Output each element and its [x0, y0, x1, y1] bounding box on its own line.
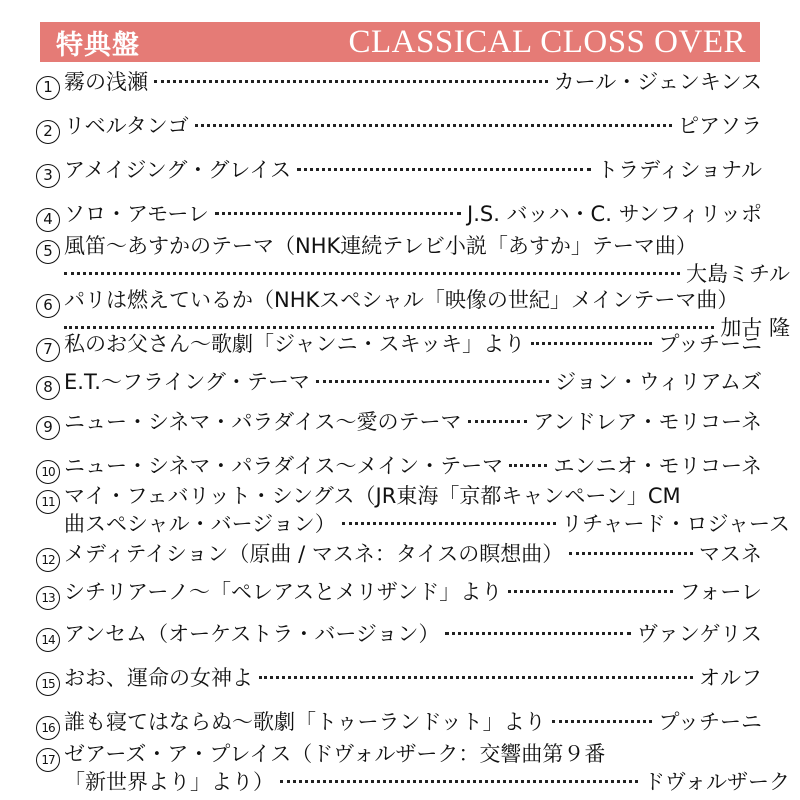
track-number: 17	[36, 748, 60, 772]
track-artist: ピアソラ	[678, 114, 762, 138]
track-number: 5	[36, 240, 60, 264]
track-title-continued: 曲スペシャル・バージョン）	[64, 512, 336, 536]
track-title: ニュー・シネマ・パラダイス～愛のテーマ	[64, 410, 462, 434]
dot-leader	[297, 165, 591, 171]
dot-leader	[259, 673, 693, 679]
dot-leader	[280, 777, 638, 783]
dot-leader	[569, 549, 693, 555]
track-number: 6	[36, 294, 60, 318]
track-item	[36, 366, 762, 398]
track-artist: 大島ミチル	[686, 262, 790, 286]
track-number: 1	[36, 76, 60, 100]
track-artist: ジョン・ウィリアムズ	[555, 370, 762, 394]
track-title: 私のお父さん～歌劇「ジャンニ・スキッキ」より	[64, 332, 526, 356]
track-title: パリは燃えているか（NHKスペシャル「映像の世紀」メインテーマ曲）	[64, 288, 739, 312]
track-title: ソロ・アモーレ	[64, 202, 209, 226]
track-number: 10	[36, 460, 60, 484]
track-title: リベルタンゴ	[64, 114, 189, 138]
track-item	[36, 66, 762, 98]
track-item	[36, 450, 762, 482]
track-artist: 加古 隆	[720, 316, 790, 340]
track-item	[36, 198, 762, 230]
track-item	[36, 328, 762, 360]
track-title: おお、運命の女神よ	[64, 666, 253, 690]
header-label-en: CLASSICAL CLOSS OVER	[348, 23, 746, 60]
track-artist: オルフ	[699, 666, 762, 690]
track-title: ニュー・シネマ・パラダイス～メイン・テーマ	[64, 454, 504, 478]
track-title: 霧の浅瀬	[64, 70, 148, 94]
dot-leader	[509, 461, 547, 467]
dot-leader	[552, 717, 653, 723]
track-item	[36, 538, 762, 570]
track-artist: プッチーニ	[658, 710, 762, 734]
header-banner	[40, 22, 760, 62]
track-title: 誰も寝てはならぬ～歌劇「トゥーランドット」より	[64, 710, 546, 734]
track-title: マイ・フェバリット・シングス（JR東海「京都キャンペーン」CM	[64, 484, 681, 508]
track-artist: フォーレ	[679, 580, 762, 604]
track-number: 12	[36, 548, 60, 572]
track-item	[36, 154, 762, 186]
track-item	[36, 406, 762, 438]
track-title: E.T.～フライング・テーマ	[64, 370, 310, 394]
track-number: 3	[36, 164, 60, 188]
dot-leader	[64, 269, 680, 275]
track-title-continued: 「新世界より」より）	[64, 770, 274, 794]
track-item	[36, 576, 762, 608]
track-artist: アンドレア・モリコーネ	[533, 410, 762, 434]
track-number: 14	[36, 628, 60, 652]
dot-leader	[468, 417, 528, 423]
track-artist: プッチーニ	[658, 332, 762, 356]
track-number: 9	[36, 416, 60, 440]
track-item	[36, 230, 790, 290]
track-item	[36, 618, 762, 650]
track-number: 16	[36, 716, 60, 740]
track-title: ゼアーズ・ア・プレイス（ドヴォルザーク：交響曲第９番	[64, 742, 606, 766]
track-artist: カール・ジェンキンス	[553, 70, 762, 94]
track-title: アメイジング・グレイス	[64, 158, 292, 182]
track-number: 4	[36, 208, 60, 232]
dot-leader	[316, 377, 549, 383]
track-number: 13	[36, 586, 60, 610]
track-artist: マスネ	[699, 542, 762, 566]
track-title: 風笛～あすかのテーマ（NHK連続テレビ小説「あすか」テーマ曲）	[64, 234, 697, 258]
dot-leader	[154, 77, 548, 83]
track-title: メディテイション（原曲 / マスネ：タイスの瞑想曲）	[64, 542, 564, 566]
track-artist: トラディショナル	[597, 158, 762, 182]
track-item	[36, 738, 790, 798]
track-number: 2	[36, 120, 60, 144]
track-artist: J.S. バッハ・C. サンフィリッポ	[467, 202, 762, 226]
dot-leader	[508, 587, 673, 593]
track-number: 7	[36, 338, 60, 362]
track-item	[36, 662, 762, 694]
track-item	[36, 480, 790, 540]
track-item	[36, 706, 762, 738]
track-number: 15	[36, 672, 60, 696]
track-artist: エンニオ・モリコーネ	[553, 454, 762, 478]
track-artist: ヴァンゲリス	[637, 622, 762, 646]
dot-leader	[342, 519, 556, 525]
dot-leader	[215, 209, 461, 215]
track-title: アンセム（オーケストラ・バージョン）	[64, 622, 440, 646]
track-artist: ドヴォルザーク	[643, 770, 790, 794]
dot-leader	[445, 629, 631, 635]
dot-leader	[195, 121, 672, 127]
track-number: 8	[36, 376, 60, 400]
track-item	[36, 110, 762, 142]
dot-leader	[531, 339, 652, 345]
header-label-jp: 特典盤	[56, 29, 140, 61]
track-artist: リチャード・ロジャース	[561, 512, 790, 536]
track-title: シチリアーノ～「ペレアスとメリザンド」より	[64, 580, 503, 604]
track-number: 11	[36, 490, 60, 514]
